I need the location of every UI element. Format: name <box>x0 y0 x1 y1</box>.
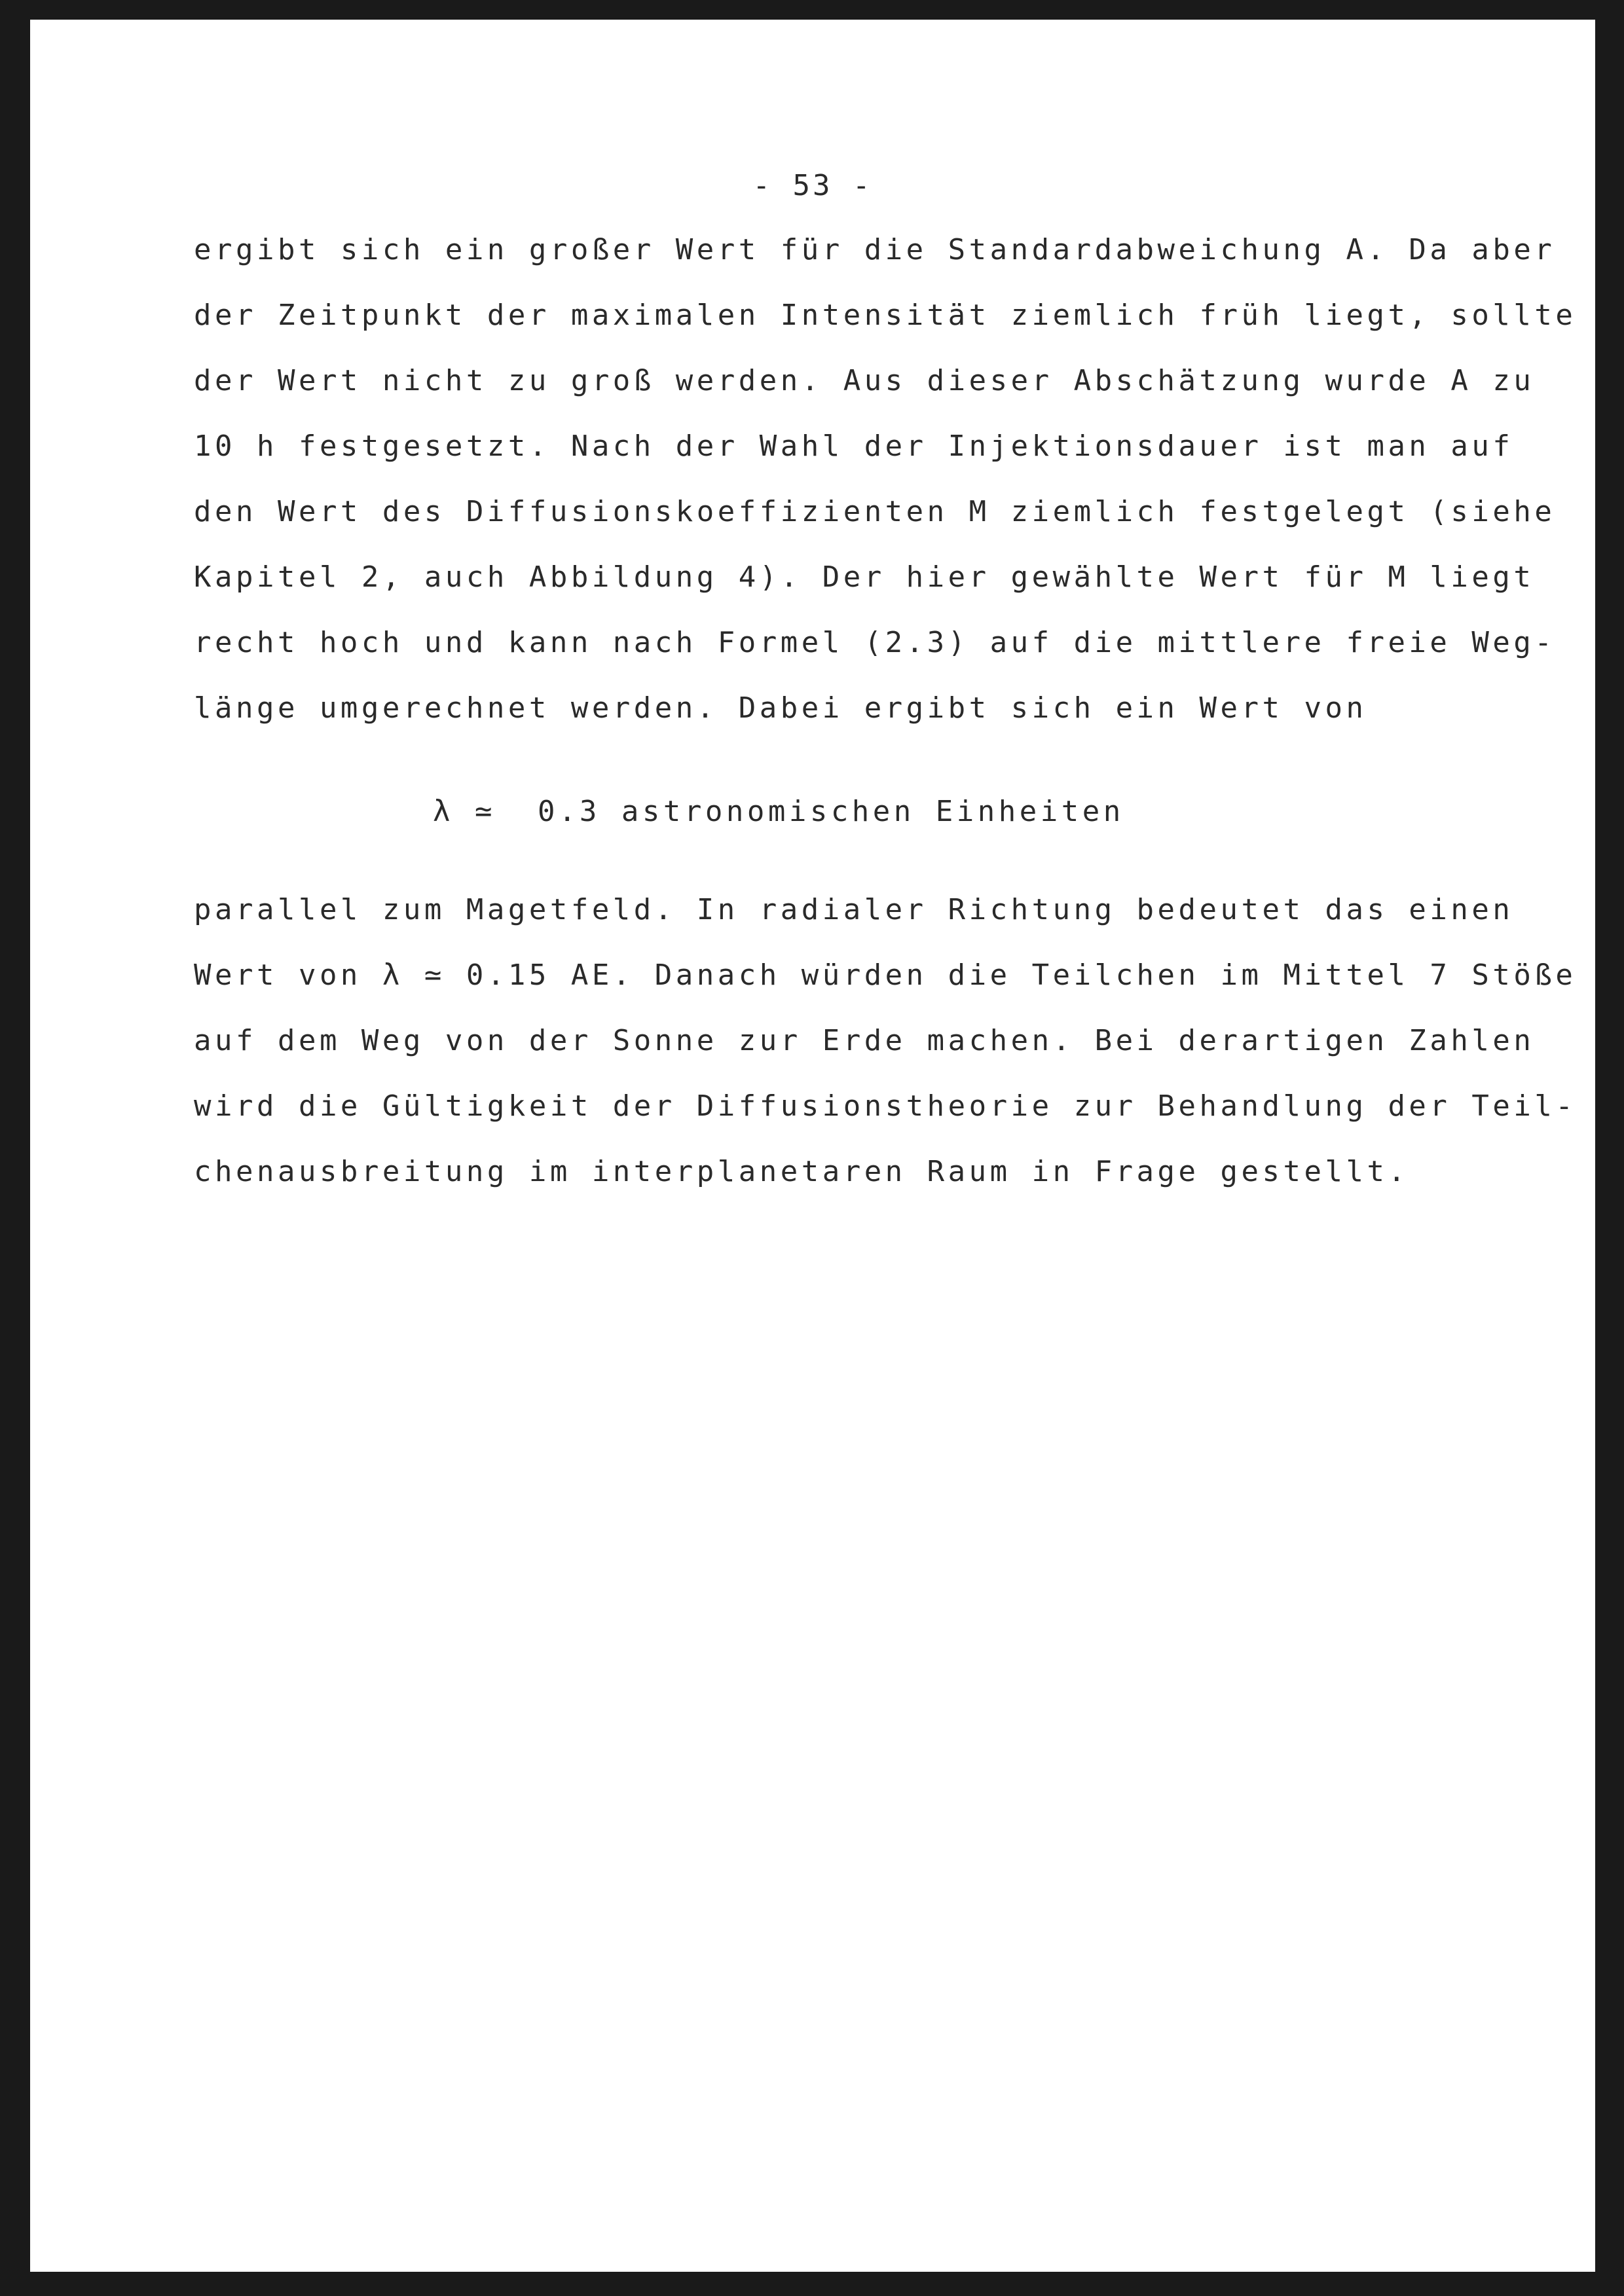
equation-mean-free-path: λ ≃ 0.3 astronomischen Einheiten <box>433 795 1124 828</box>
text-line: Wert von λ ≃ 0.15 AE. Danach würden die Teilchen im Mittel 7 Stöße <box>194 958 1577 992</box>
text-line: der Wert nicht zu groß werden. Aus dieser Abschätzung wurde A zu <box>194 364 1535 397</box>
page-number: - 53 - <box>752 169 873 202</box>
text-line: parallel zum Magetfeld. In radialer Richtung bedeutet das einen <box>194 893 1514 926</box>
text-line: 10 h festgesetzt. Nach der Wahl der Injektionsdauer ist man auf <box>194 429 1514 463</box>
text-line: recht hoch und kann nach Formel (2.3) auf die mittlere freie Weg- <box>194 626 1556 659</box>
text-line: ergibt sich ein großer Wert für die Standardabweichung A. Da aber <box>194 233 1556 266</box>
text-line: auf dem Weg von der Sonne zur Erde machen. Bei derartigen Zahlen <box>194 1024 1535 1057</box>
text-line: länge umgerechnet werden. Dabei ergibt sich ein Wert von <box>194 691 1367 725</box>
text-line: chenausbreitung im interplanetaren Raum in Frage gestellt. <box>194 1155 1409 1188</box>
document-page <box>30 20 1595 2272</box>
text-line: der Zeitpunkt der maximalen Intensität ziemlich früh liegt, sollte <box>194 299 1577 332</box>
text-line: Kapitel 2, auch Abbildung 4). Der hier gewählte Wert für M liegt <box>194 560 1535 594</box>
text-line: den Wert des Diffusionskoeffizienten M ziemlich festgelegt (siehe <box>194 495 1556 528</box>
text-line: wird die Gültigkeit der Diffusionstheorie zur Behandlung der Teil- <box>194 1089 1577 1123</box>
